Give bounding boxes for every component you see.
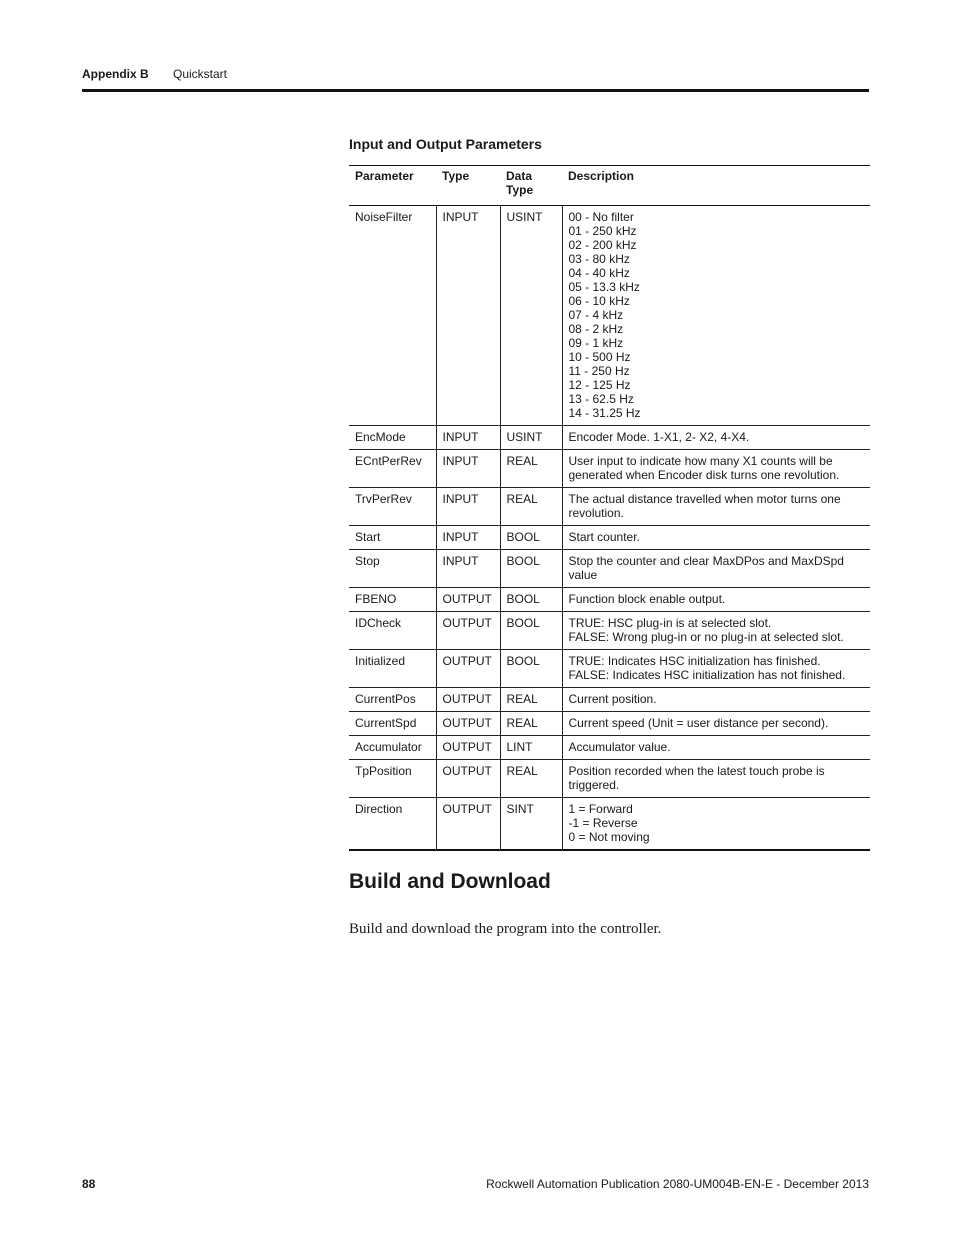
cell-description: Position recorded when the latest touch probe is triggered.: [568, 764, 825, 792]
table-row: [349, 736, 870, 760]
cell-description: Current speed (Unit = user distance per second).: [568, 716, 829, 730]
cell-description: User input to indicate how many X1 counts will be generated when Encoder disk turns one revolution.: [568, 454, 840, 482]
cell-description: TRUE: HSC plug-in is at selected slot. FALSE: Wrong plug-in or no plug-in at selected slot.: [568, 616, 844, 644]
cell-parameter: TrvPerRev: [349, 488, 436, 526]
cell-data-type: BOOL: [500, 650, 562, 688]
cell-type: OUTPUT: [436, 612, 500, 650]
cell-data-type: BOOL: [500, 612, 562, 650]
cell-type: OUTPUT: [436, 688, 500, 712]
cell-parameter: IDCheck: [349, 612, 436, 650]
cell-type: INPUT: [436, 450, 500, 488]
cell-data-type: REAL: [500, 688, 562, 712]
cell-parameter: FBENO: [349, 588, 436, 612]
cell-description: 00 - No filter 01 - 250 kHz 02 - 200 kHz 03 - 80 kHz 04 - 40 kHz 05 - 13.3 kHz 06 - 10 kHz 07 - 4 kHz 08 - 2 kHz 09 - 1 kHz 10 - 500 Hz 11 - 250 Hz 12 - 125 Hz 13 - 62.5 Hz 14 - 31.25 Hz: [568, 210, 641, 420]
table-row: [349, 526, 870, 550]
table-header-row: [349, 166, 870, 206]
table-row: [349, 760, 870, 798]
column-header-type: Type: [442, 169, 470, 183]
cell-type: INPUT: [436, 550, 500, 588]
cell-parameter: NoiseFilter: [349, 206, 436, 426]
cell-data-type: USINT: [500, 426, 562, 450]
cell-parameter: Direction: [349, 798, 436, 851]
footer-page-number: 88: [82, 1177, 96, 1191]
cell-parameter: Start: [349, 526, 436, 550]
table-row: [349, 588, 870, 612]
table-row: [349, 488, 870, 526]
cell-type: OUTPUT: [436, 588, 500, 612]
cell-data-type: REAL: [500, 450, 562, 488]
cell-parameter: CurrentPos: [349, 688, 436, 712]
cell-parameter: EncMode: [349, 426, 436, 450]
table-row: [349, 712, 870, 736]
cell-type: OUTPUT: [436, 798, 500, 851]
cell-type: OUTPUT: [436, 712, 500, 736]
footer-publication: Rockwell Automation Publication 2080-UM004B-EN-E - December 2013: [486, 1177, 869, 1191]
header-chapter-label: Quickstart: [173, 67, 228, 81]
column-header-data-type: Data Type: [506, 169, 534, 197]
cell-description: Current position.: [568, 692, 657, 706]
cell-parameter: CurrentSpd: [349, 712, 436, 736]
cell-data-type: BOOL: [500, 526, 562, 550]
header-section-label: Appendix B: [82, 67, 149, 81]
cell-description: TRUE: Indicates HSC initialization has finished. FALSE: Indicates HSC initialization has not finished.: [568, 654, 846, 682]
table-row: [349, 426, 870, 450]
table-row: [349, 650, 870, 688]
table-row: [349, 450, 870, 488]
cell-description: Encoder Mode. 1-X1, 2- X2, 4-X4.: [568, 430, 750, 444]
cell-description: Accumulator value.: [568, 740, 671, 754]
cell-parameter: ECntPerRev: [349, 450, 436, 488]
cell-description: The actual distance travelled when motor turns one revolution.: [568, 492, 841, 520]
table-row: [349, 798, 870, 851]
table-title: Input and Output Parameters: [349, 136, 542, 152]
cell-data-type: SINT: [500, 798, 562, 851]
cell-data-type: REAL: [500, 488, 562, 526]
cell-type: INPUT: [436, 206, 500, 426]
cell-parameter: TpPosition: [349, 760, 436, 798]
table-row: [349, 206, 870, 426]
table-row: [349, 550, 870, 588]
cell-description: Function block enable output.: [568, 592, 726, 606]
cell-parameter: Stop: [349, 550, 436, 588]
cell-data-type: BOOL: [500, 588, 562, 612]
cell-type: INPUT: [436, 426, 500, 450]
cell-description: 1 = Forward -1 = Reverse 0 = Not moving: [568, 802, 650, 844]
cell-type: OUTPUT: [436, 736, 500, 760]
cell-type: INPUT: [436, 526, 500, 550]
cell-type: OUTPUT: [436, 650, 500, 688]
cell-type: OUTPUT: [436, 760, 500, 798]
cell-data-type: REAL: [500, 712, 562, 736]
cell-data-type: LINT: [500, 736, 562, 760]
cell-data-type: BOOL: [500, 550, 562, 588]
cell-data-type: REAL: [500, 760, 562, 798]
cell-description: Start counter.: [568, 530, 640, 544]
section-body-text: Build and download the program into the controller.: [349, 921, 662, 937]
column-header-description: Description: [568, 169, 635, 183]
table-row: [349, 688, 870, 712]
cell-data-type: USINT: [500, 206, 562, 426]
table-row: [349, 612, 870, 650]
cell-description: Stop the counter and clear MaxDPos and MaxDSpd value: [568, 554, 844, 582]
column-header-parameter: Parameter: [355, 169, 414, 183]
cell-parameter: Accumulator: [349, 736, 436, 760]
header-rule: [82, 89, 869, 92]
cell-type: INPUT: [436, 488, 500, 526]
parameters-table: [349, 165, 870, 851]
cell-parameter: Initialized: [349, 650, 436, 688]
section-heading: Build and Download: [349, 870, 551, 893]
